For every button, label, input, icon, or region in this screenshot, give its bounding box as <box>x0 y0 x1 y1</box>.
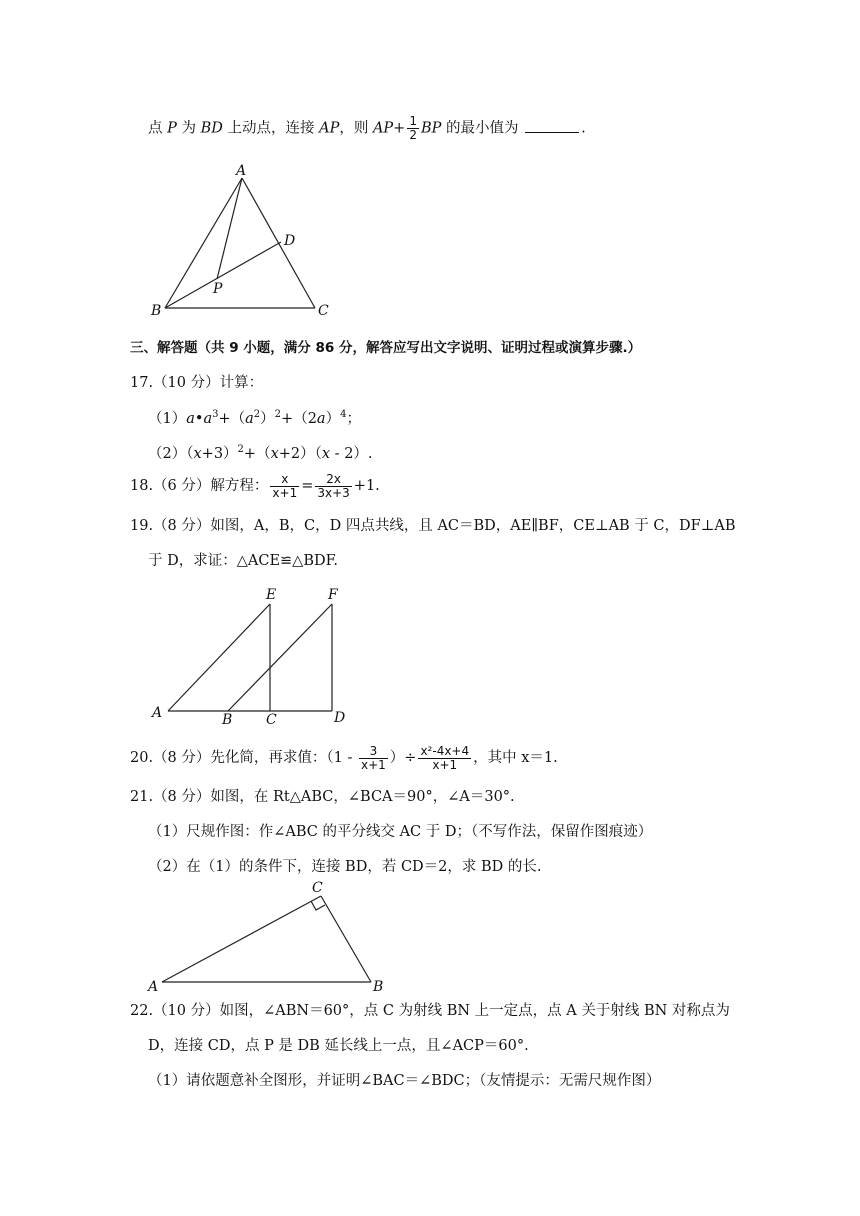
q18-fraction-2: $\frac{2x}{3x+3}$ <box>317 471 350 500</box>
q21-line-3: （2）在（1）的条件下，连接 BD，若 CD＝2，求 BD 的长. <box>148 859 542 875</box>
fig1-label-p: P <box>213 281 223 297</box>
q18-fraction-1: $\frac{x}{x+1}$ <box>272 471 298 500</box>
fig2-label-b: B <box>222 712 233 728</box>
answer-blank[interactable] <box>525 118 579 133</box>
q19-line-2: 于 D，求证：△ACE≌△BDF. <box>148 553 339 569</box>
fig3-label-c: C <box>312 880 323 896</box>
q17-part1: $(1)a•a^3+(a^2)^2+(2a)^4$； <box>148 409 361 427</box>
q20-line: 20.（8 分）先化简，再求值：（1 - $\frac{3}{x+1}$ ）÷ $\frac{\text{x²-4x+4}}{x+1}$ ，其中 x＝1. <box>130 743 558 772</box>
fig1-label-b: B <box>151 303 162 319</box>
q21-line-1: 21.（8 分）如图，在 Rt△ABC，∠BCA＝90°，∠A＝30°. <box>130 789 515 805</box>
q18-line: 18.（6 分）解方程： $\frac{x}{x+1}$ = $\frac{2x}{3x+3}$ +1. <box>130 471 380 500</box>
fig2-label-d: D <box>334 710 346 726</box>
q22-line-2: D，连接 CD，点 P 是 DB 延长线上一点，且∠ACP＝60°. <box>148 1038 529 1054</box>
q19-line-1: 19.（8 分）如图，A，B，C，D 四点共线，且 AC＝BD，AE∥BF，CE⊥AB 于 C，DF⊥AB <box>130 518 736 534</box>
fig2-label-c: C <box>266 712 277 728</box>
fig1-label-c: C <box>318 303 329 319</box>
fig1-label-d: D <box>284 233 296 249</box>
section-3-title: 三、解答题（共 9 小题，满分 86 分，解答应写出文字说明、证明过程或演算步骤.） <box>130 340 642 356</box>
q22-line-1: 22.（10 分）如图，∠ABN＝60°，点 C 为射线 BN 上一定点，点 A 关于射线 BN 对称点为 <box>130 1003 730 1019</box>
q20-fraction-1: $\frac{3}{x+1}$ <box>361 743 386 772</box>
q17-part2: $(2)(x+3)^2+(x+2)(x - 2)$. <box>148 444 373 462</box>
q17-head: 17.（10 分）计算： <box>130 375 264 391</box>
fig2-label-e: E <box>266 587 277 603</box>
q16-answer-line: 点 P 为 BD 上动点，连接 AP，则 AP+ $\frac{1}{2}$ BP 的最小值为 . <box>148 114 586 142</box>
fig1-label-a: A <box>236 163 247 179</box>
q21-line-2: （1）尺规作图：作∠ABC 的平分线交 AC 于 D；（不写作法，保留作图痕迹） <box>148 824 653 840</box>
q20-fraction-2: $\frac{\text{x²-4x+4}}{x+1}$ <box>420 743 470 772</box>
fig3-label-b: B <box>373 979 384 995</box>
q22-line-3: （1）请依题意补全图形，并证明∠BAC＝∠BDC；（友情提示：无需尺规作图） <box>148 1073 661 1089</box>
fig2-label-a: A <box>152 705 163 721</box>
fig3-label-a: A <box>148 979 159 995</box>
fig2-label-f: F <box>328 587 338 603</box>
half-fraction: $\frac{1}{2}$ <box>409 114 417 142</box>
